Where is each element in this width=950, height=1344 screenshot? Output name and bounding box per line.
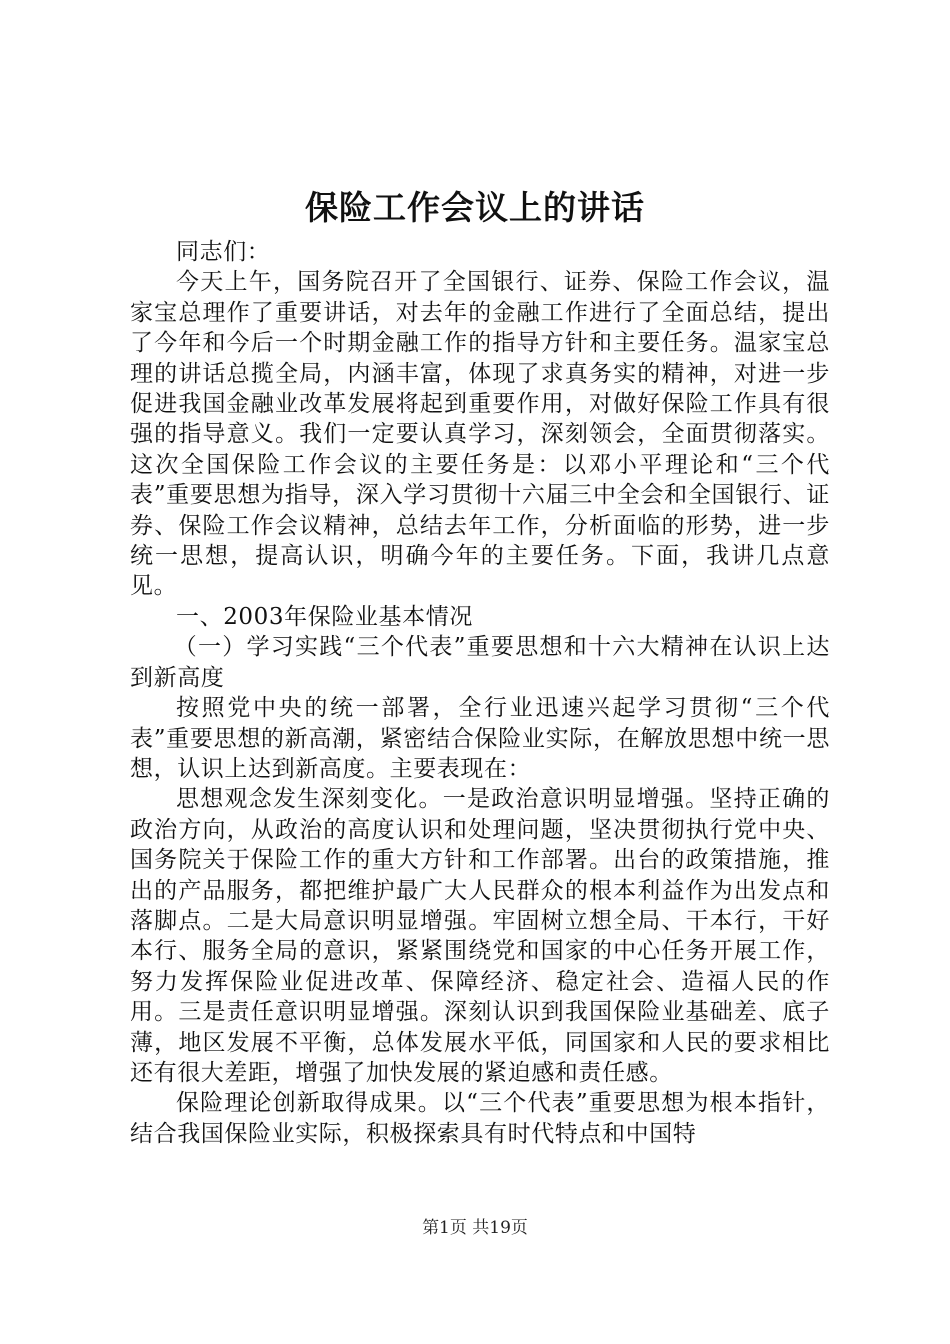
page-footer: 第1页 共19页	[422, 1218, 528, 1238]
body-paragraph: 思想观念发生深刻变化。一是政治意识明显增强。坚持正确的政治方向，从政治的高度认识和处理问题，坚决贯彻执行党中央、国务院关于保险工作的重大方针和工作部署。出台的政策措施，推出的产品服务，都把维护最广大人民群众的根本利益作为出发点和落脚点。二是大局意识明显增强。牢固树立想全局、干本行，干好本行、服务全局的意识，紧紧围绕党和国家的中心任务开展工作，努力发挥保险业促进改革、保障经济、稳定社会、造福人民的作用。三是责任意识明显增强。深刻认识到我国保险业基础差、底子薄，地区发展不平衡，总体发展水平低，同国家和人民的要求相比还有很大差距，增强了加快发展的紧迫感和责任感。	[130, 786, 830, 1086]
body-paragraph: 保险理论创新取得成果。以“三个代表”重要思想为根本指针，结合我国保险业实际，积极探索具有时代特点和中国特	[130, 1090, 830, 1147]
document-title: 保险工作会议上的讲话	[305, 188, 645, 227]
body-paragraph: 今天上午，国务院召开了全国银行、证券、保险工作会议，温家宝总理作了重要讲话，对去年的金融工作进行了全面总结，提出了今年和今后一个时期金融工作的指导方针和主要任务。温家宝总理的讲话总揽全局，内涵丰富，体现了求真务实的精神，对进一步促进我国金融业改革发展将起到重要作用，对做好保险工作具有很强的指导意义。我们一定要认真学习，深刻领会，全面贯彻落实。这次全国保险工作会议的主要任务是：以邓小平理论和“三个代表”重要思想为指导，深入学习贯彻十六届三中全会和全国银行、证券、保险工作会议精神，总结去年工作，分析面临的形势，进一步统一思想，提高认识，明确今年的主要任务。下面，我讲几点意见。	[130, 269, 830, 600]
document-body	[130, 237, 830, 1149]
salutation: 同志们：	[176, 239, 271, 265]
subsection-heading: （一）学习实践“三个代表”重要思想和十六大精神在认识上达到新高度	[130, 634, 830, 691]
body-paragraph: 按照党中央的统一部署，全行业迅速兴起学习贯彻“三个代表”重要思想的新高潮，紧密结合保险业实际，在解放思想中统一思想，认识上达到新高度。主要表现在：	[130, 695, 830, 782]
section-heading: 一、2003年保险业基本情况	[176, 603, 473, 630]
